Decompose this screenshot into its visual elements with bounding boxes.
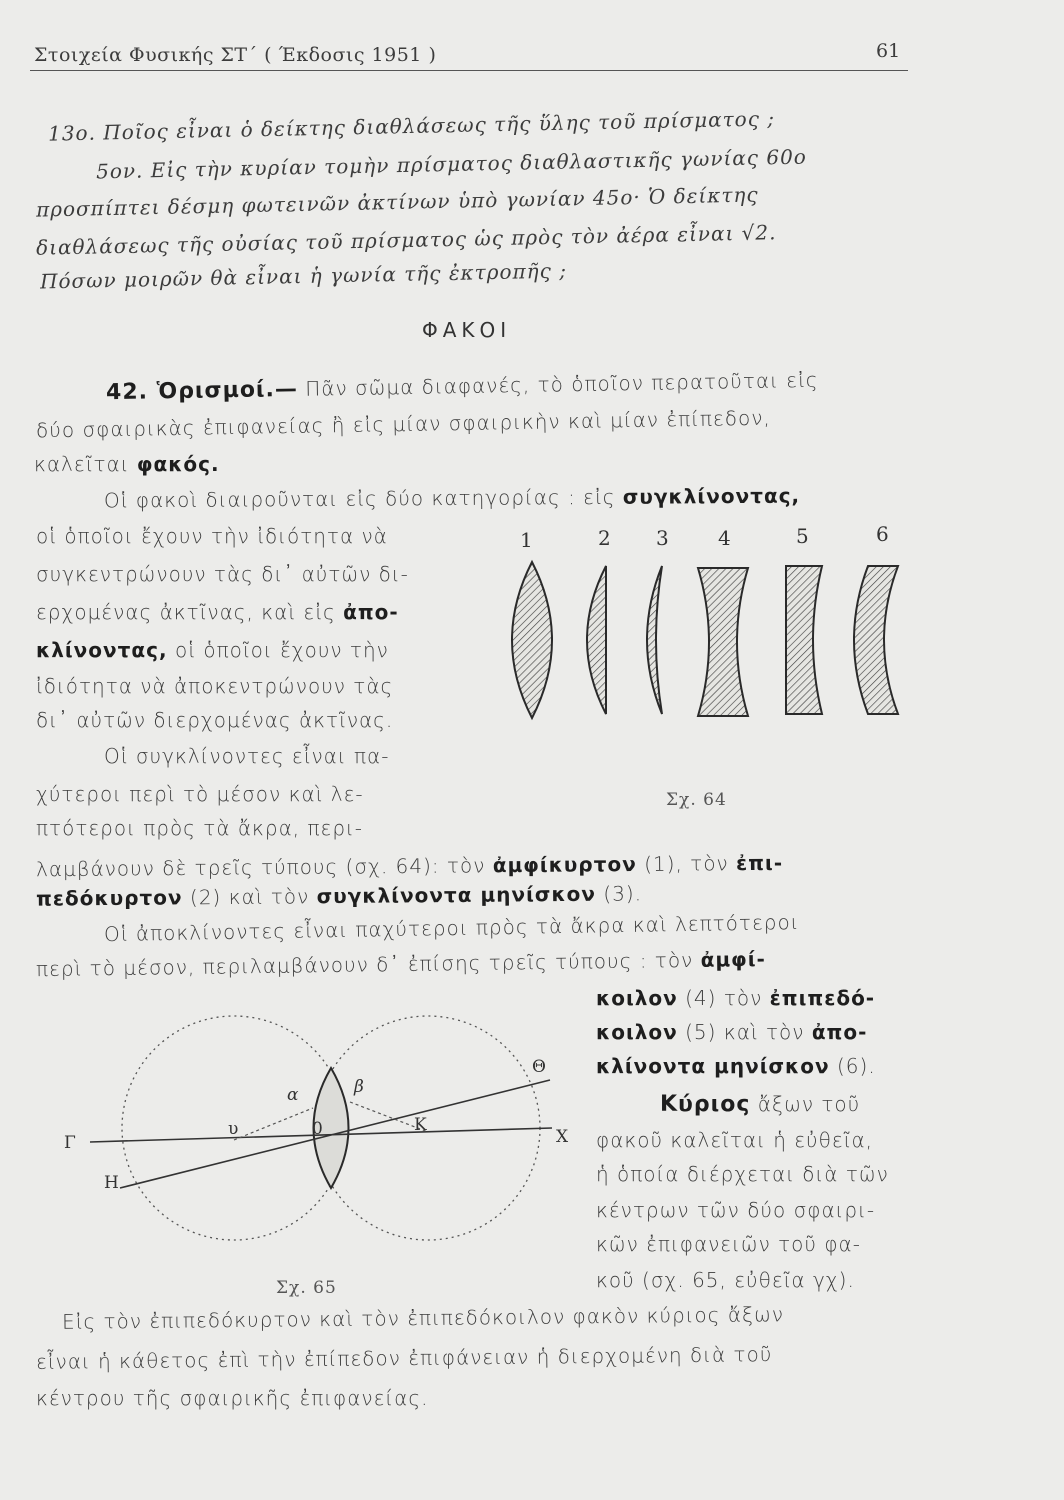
lens-number-4: 4 bbox=[718, 526, 731, 550]
categories-line-3: συγκεντρώνουν τὰς δι᾿ αὐτῶν δι- bbox=[36, 562, 409, 586]
final-line-1: Εἰς τὸν ἐπιπεδόκυρτον καὶ τὸν ἐπιπεδόκοιλον φακὸν κύριος ἄξων bbox=[61, 1302, 785, 1334]
diverging-text-5: (6). bbox=[837, 1054, 876, 1078]
categories-line-2: οἱ ὁποῖοι ἔχουν τὴν ἰδιότητα νὰ bbox=[36, 524, 388, 548]
exercise-line-3: προσπίπτει δέσμη φωτεινῶν ἀκτίνων ὑπὸ γωνίαν 45ο· Ὁ δείκτης bbox=[35, 182, 759, 222]
final-line-2: εἶναι ἡ κάθετος ἐπὶ τὴν ἐπίπεδον ἐπιφάνειαν ἡ διερχομένη διὰ τοῦ bbox=[35, 1342, 773, 1374]
term-principal-axis: Κύριος bbox=[660, 1092, 751, 1117]
label-beta: β bbox=[354, 1077, 364, 1097]
figure-64-caption: Σχ. 64 bbox=[666, 790, 727, 810]
term-converging-meniscus: συγκλίνοντα μηνίσκον bbox=[316, 881, 597, 909]
label-alpha: α bbox=[287, 1085, 299, 1105]
running-header-title: Στοιχεία Φυσικής ΣΤ΄ ( Έκδοσις 1951 ) bbox=[34, 44, 437, 66]
label-theta: Θ bbox=[532, 1057, 546, 1077]
figure-65-caption: Σχ. 65 bbox=[276, 1278, 337, 1298]
label-kappa: Κ bbox=[414, 1115, 427, 1135]
term-lens: φακός. bbox=[136, 452, 220, 476]
final-line-3: κέντρου τῆς σφαιρικῆς ἐπιφανείας. bbox=[36, 1386, 429, 1410]
exercise-line-2: 5ον. Εἰς τὴν κυρίαν τομὴν πρίσματος διαθλαστικῆς γωνίας 60ο bbox=[95, 144, 808, 184]
diverging-line-1: Οἱ ἀποκλίνοντες εἶναι παχύτεροι πρὸς τὰ ἄκρα καὶ λεπτότεροι bbox=[103, 909, 800, 947]
label-upsilon: υ bbox=[228, 1119, 239, 1139]
label-chi: Χ bbox=[556, 1127, 569, 1147]
term-planoconvex-2: πεδόκυρτον bbox=[35, 885, 183, 911]
section-title: ΦΑΚΟΙ bbox=[422, 318, 512, 342]
categories-text-5: οἱ ὁποῖοι ἔχουν τὴν bbox=[174, 638, 389, 662]
axis-line-6: κοῦ (σχ. 65, εὐθεῖα γχ). bbox=[596, 1268, 855, 1292]
exercise-line-5: Πόσων μοιρῶν θὰ εἶναι ἡ γωνία τῆς ἐκτροπῆς ; bbox=[39, 258, 568, 294]
axis-line-4: κέντρων τῶν δύο σφαιρι- bbox=[596, 1198, 876, 1222]
axis-line-2: φακοῦ καλεῖται ἡ εὐθεῖα, bbox=[596, 1128, 873, 1152]
term-planoconcave-2: κοιλον bbox=[596, 1020, 678, 1044]
term-biconcave-1: ἀμφί- bbox=[700, 946, 766, 972]
page-number: 61 bbox=[876, 40, 901, 62]
axis-line-5: κῶν ἐπιφανειῶν τοῦ φα- bbox=[596, 1232, 861, 1256]
lens-number-1: 1 bbox=[520, 528, 533, 552]
lens-number-3: 3 bbox=[656, 526, 669, 550]
converging-line-3: πτότεροι πρὸς τὰ ἄκρα, περι- bbox=[36, 816, 364, 840]
converging-text-4b: (1), τὸν bbox=[644, 851, 729, 876]
term-diverging-2: κλίνοντας, bbox=[36, 638, 168, 662]
definition-line-2: δύο σφαιρικὰς ἐπιφανείας ἢ εἰς μίαν σφαιρικὴν καὶ μίαν ἐπίπεδον, bbox=[35, 405, 771, 443]
converging-text-5: (2) καὶ τὸν bbox=[189, 884, 310, 910]
categories-line-6: ἰδιότητα νὰ ἀποκεντρώνουν τὰς bbox=[36, 674, 394, 698]
exercise-line-1: 13ο. Ποῖος εἶναι ὁ δείκτης διαθλάσεως τῆς ὕλης τοῦ πρίσματος ; bbox=[47, 106, 776, 146]
term-planoconvex-1: ἐπι- bbox=[735, 850, 784, 876]
axis-text-1: ἄξων τοῦ bbox=[757, 1092, 861, 1116]
lens-number-5: 5 bbox=[796, 524, 809, 548]
categories-line-7: δι᾿ αὐτῶν διερχομένας ἀκτῖνας. bbox=[36, 708, 394, 732]
categories-text-4: ερχομένας ἀκτῖνας, καὶ εἰς bbox=[36, 600, 336, 624]
converging-text-5b: (3). bbox=[603, 881, 643, 906]
converging-line-1: Οἱ συγκλίνοντες εἶναι πα- bbox=[104, 744, 390, 768]
term-diverging-1: ἀπο- bbox=[343, 600, 399, 624]
term-diverging-meniscus-1: ἀπο- bbox=[811, 1020, 868, 1044]
term-planoconcave-1: ἐπιπεδό- bbox=[769, 986, 876, 1010]
term-biconcave-2: κοιλον bbox=[596, 986, 678, 1010]
lens-number-2: 2 bbox=[598, 526, 611, 550]
term-biconvex: ἀμφίκυρτον bbox=[492, 852, 637, 878]
diverging-text-4: (5) καὶ τὸν bbox=[685, 1020, 805, 1044]
definition-text-1: Πᾶν σῶμα διαφανές, τὸ ὁποῖον περατοῦται εἰς bbox=[305, 367, 819, 401]
definition-heading: 42. Ὁρισμοί.— bbox=[105, 376, 299, 406]
converging-text-4: λαμβάνουν δὲ τρεῖς τύπους (σχ. 64): τὸν bbox=[35, 853, 486, 882]
exercise-line-4: διαθλάσεως τῆς οὐσίας τοῦ πρίσματος ὡς πρὸς τὸν ἀέρα εἶναι √2. bbox=[35, 220, 777, 260]
axis-line-3: ἡ ὁποία διέρχεται διὰ τῶν bbox=[596, 1162, 889, 1186]
diverging-text-2: περὶ τὸ μέσον, περιλαμβάνουν δ᾿ ἐπίσης τρεῖς τύπους : τὸν bbox=[35, 947, 694, 982]
diverging-text-3: (4) τὸν bbox=[685, 986, 763, 1010]
label-eta: Η bbox=[104, 1173, 119, 1193]
categories-text-1: Οἱ φακοὶ διαιροῦνται εἰς δύο κατηγορίας : εἰς bbox=[103, 484, 616, 513]
sphere-circle-right bbox=[316, 1016, 540, 1240]
converging-line-2: χύτεροι περὶ τὸ μέσον καὶ λε- bbox=[36, 782, 364, 806]
term-converging: συγκλίνοντας, bbox=[622, 483, 801, 509]
lens-number-6: 6 bbox=[876, 522, 889, 546]
label-gamma: Γ bbox=[64, 1133, 76, 1153]
label-omicron: 0 bbox=[312, 1119, 323, 1139]
term-diverging-meniscus-2: κλίνοντα μηνίσκον bbox=[596, 1054, 830, 1078]
definition-text-3: καλεῖται bbox=[34, 452, 130, 476]
